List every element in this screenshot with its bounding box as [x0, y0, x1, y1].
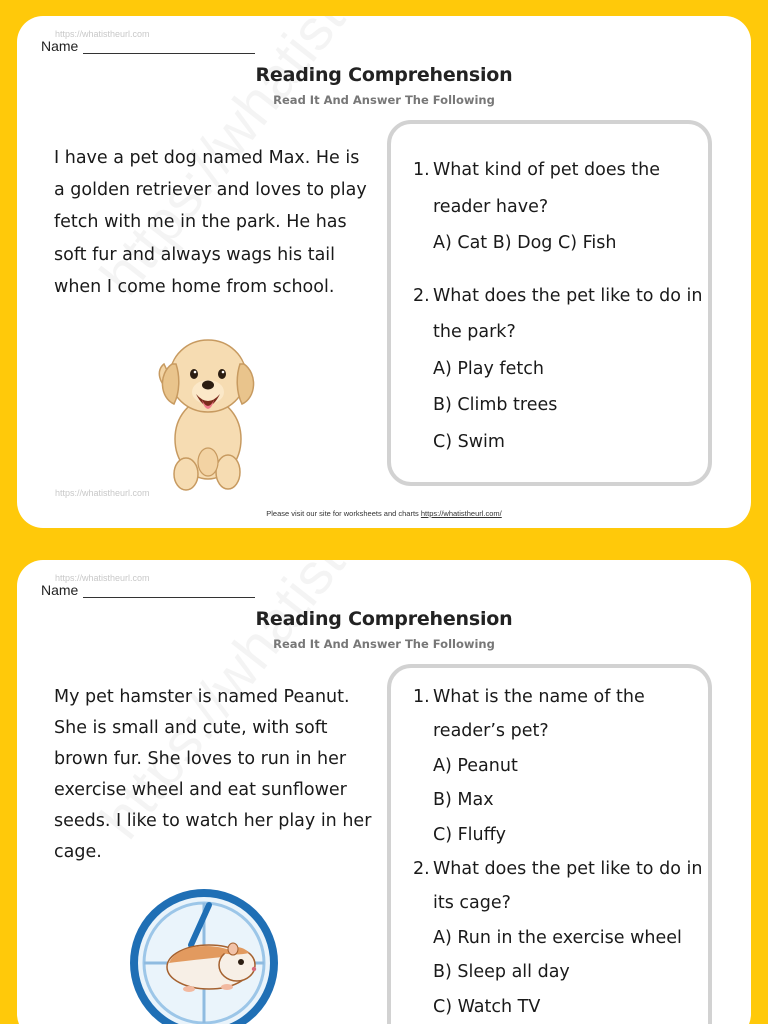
story-text: I have a pet dog named Max. He is a golden retriever and loves to play fetch with me in the park. He has soft fur and always wags his tail when I come home from school. — [54, 148, 367, 297]
hamster-wheel-illustration — [129, 885, 279, 1024]
puppy-illustration — [150, 334, 262, 494]
url-watermark-top: https://whatistheurl.com — [55, 29, 150, 39]
story-text: My pet hamster is named Peanut. She is small and cute, with soft brown fur. She loves to run in her exercise wheel and eat sunflower seeds. I like to watch her play in her cage. — [54, 687, 372, 862]
answer-option-b[interactable]: B) Max — [433, 790, 494, 811]
page-subtitle: Read It And Answer The Following — [273, 93, 495, 107]
answer-option-a[interactable]: A) Peanut — [433, 755, 518, 776]
answer-option-c[interactable]: C) Watch TV — [433, 996, 541, 1017]
name-line[interactable] — [83, 597, 255, 598]
question-2: 2. What does the pet like to do in the park? — [413, 285, 703, 342]
answer-option-c[interactable]: C) Swim — [433, 431, 505, 452]
question-2: 2. What does the pet like to do in its cage? — [413, 859, 703, 914]
url-watermark-top: https://whatistheurl.com — [55, 573, 150, 583]
answer-option-c[interactable]: C) Fluffy — [433, 824, 507, 845]
footer-note: Please visit our site for worksheets and charts https://whatistheurl.com/ — [266, 509, 502, 518]
answer-option-b[interactable]: B) Sleep all day — [433, 962, 570, 983]
answer-option[interactable]: A) Cat B) Dog C) Fish — [433, 233, 617, 253]
page-title: Reading Comprehension — [255, 64, 513, 86]
worksheet-card-dog — [17, 16, 751, 528]
name-label: Name — [41, 582, 79, 598]
question-1: 1. What is the name of the reader’s pet? — [413, 687, 645, 742]
answer-option-a[interactable]: A) Run in the exercise wheel — [433, 927, 682, 948]
page-subtitle: Read It And Answer The Following — [273, 637, 495, 651]
answer-option-b[interactable]: B) Climb trees — [433, 395, 558, 415]
questions-box — [387, 664, 712, 1024]
worksheet-card-hamster — [17, 560, 751, 1024]
name-label: Name — [41, 38, 79, 54]
name-line[interactable] — [83, 53, 255, 54]
questions-box — [387, 120, 712, 486]
footer-link[interactable]: https://whatistheurl.com/ — [420, 509, 502, 518]
url-watermark-bottom: https://whatistheurl.com — [55, 488, 150, 498]
answer-option-a[interactable]: A) Play fetch — [433, 358, 544, 379]
question-1: 1. What kind of pet does the reader have? — [413, 160, 661, 217]
page-title: Reading Comprehension — [255, 608, 513, 630]
